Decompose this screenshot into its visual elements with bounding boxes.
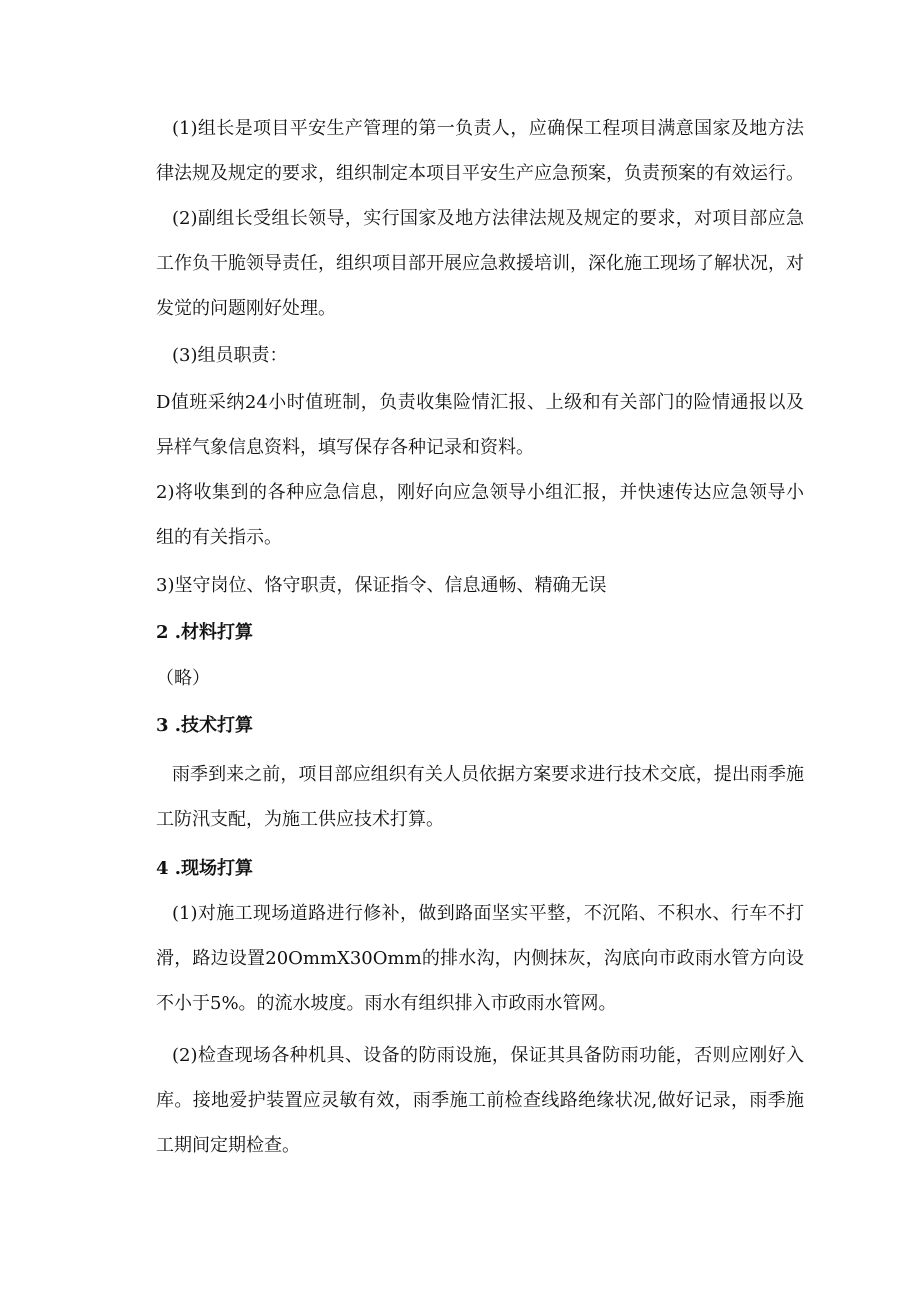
paragraph-deputy-duty: (2)副组长受组长领导，实行国家及地方法律法规及规定的要求，对项目部应急工作负干脆领导责任，组织项目部开展应急救援培训，深化施工现场了解状况，对发觉的问题刚好处理。	[156, 208, 804, 319]
heading-site: 4 .现场打算	[156, 858, 254, 879]
paragraph-technical: 雨季到来之前，项目部应组织有关人员依据方案要求进行技术交底，提出雨季施工防汛支配，为施工供应技术打算。	[156, 764, 804, 830]
paragraph-road: (1)对施工现场道路进行修补，做到路面坚实平整，不沉陷、不积水、行车不打滑，路边设置20OmmX30Omm的排水沟，内侧抹灰，沟底向市政雨水管方向设不小于5%。的流水坡度。雨水有组织排入市政雨水管网。	[156, 903, 804, 1014]
paragraph-post: 3)坚守岗位、恪守职责，保证指令、信息通畅、精确无误	[156, 575, 607, 596]
paragraph-duty-shift: D值班采纳24小时值班制，负责收集险情汇报、上级和有关部门的险情通报以及异样气象信息资料，填写保存各种记录和资料。	[156, 392, 804, 458]
paragraph-omitted: （略）	[156, 668, 210, 689]
heading-technical: 3 .技术打算	[156, 715, 254, 736]
paragraph-member-duty-title: (3)组员职责：	[172, 345, 288, 366]
heading-materials: 2 .材料打算	[156, 622, 254, 643]
paragraph-equipment: (2)检查现场各种机具、设备的防雨设施，保证其具备防雨功能，否则应刚好入库。接地爱护装置应灵敏有效，雨季施工前检查线路绝缘状况,做好记录，雨季施工期间定期检查。	[156, 1045, 804, 1156]
paragraph-leader-duty: (1)组长是项目平安生产管理的第一负责人，应确保工程项目满意国家及地方法律法规及规定的要求，组织制定本项目平安生产应急预案，负责预案的有效运行。	[156, 118, 804, 184]
paragraph-report: 2)将收集到的各种应急信息，刚好向应急领导小组汇报，并快速传达应急领导小组的有关指示。	[156, 482, 804, 548]
